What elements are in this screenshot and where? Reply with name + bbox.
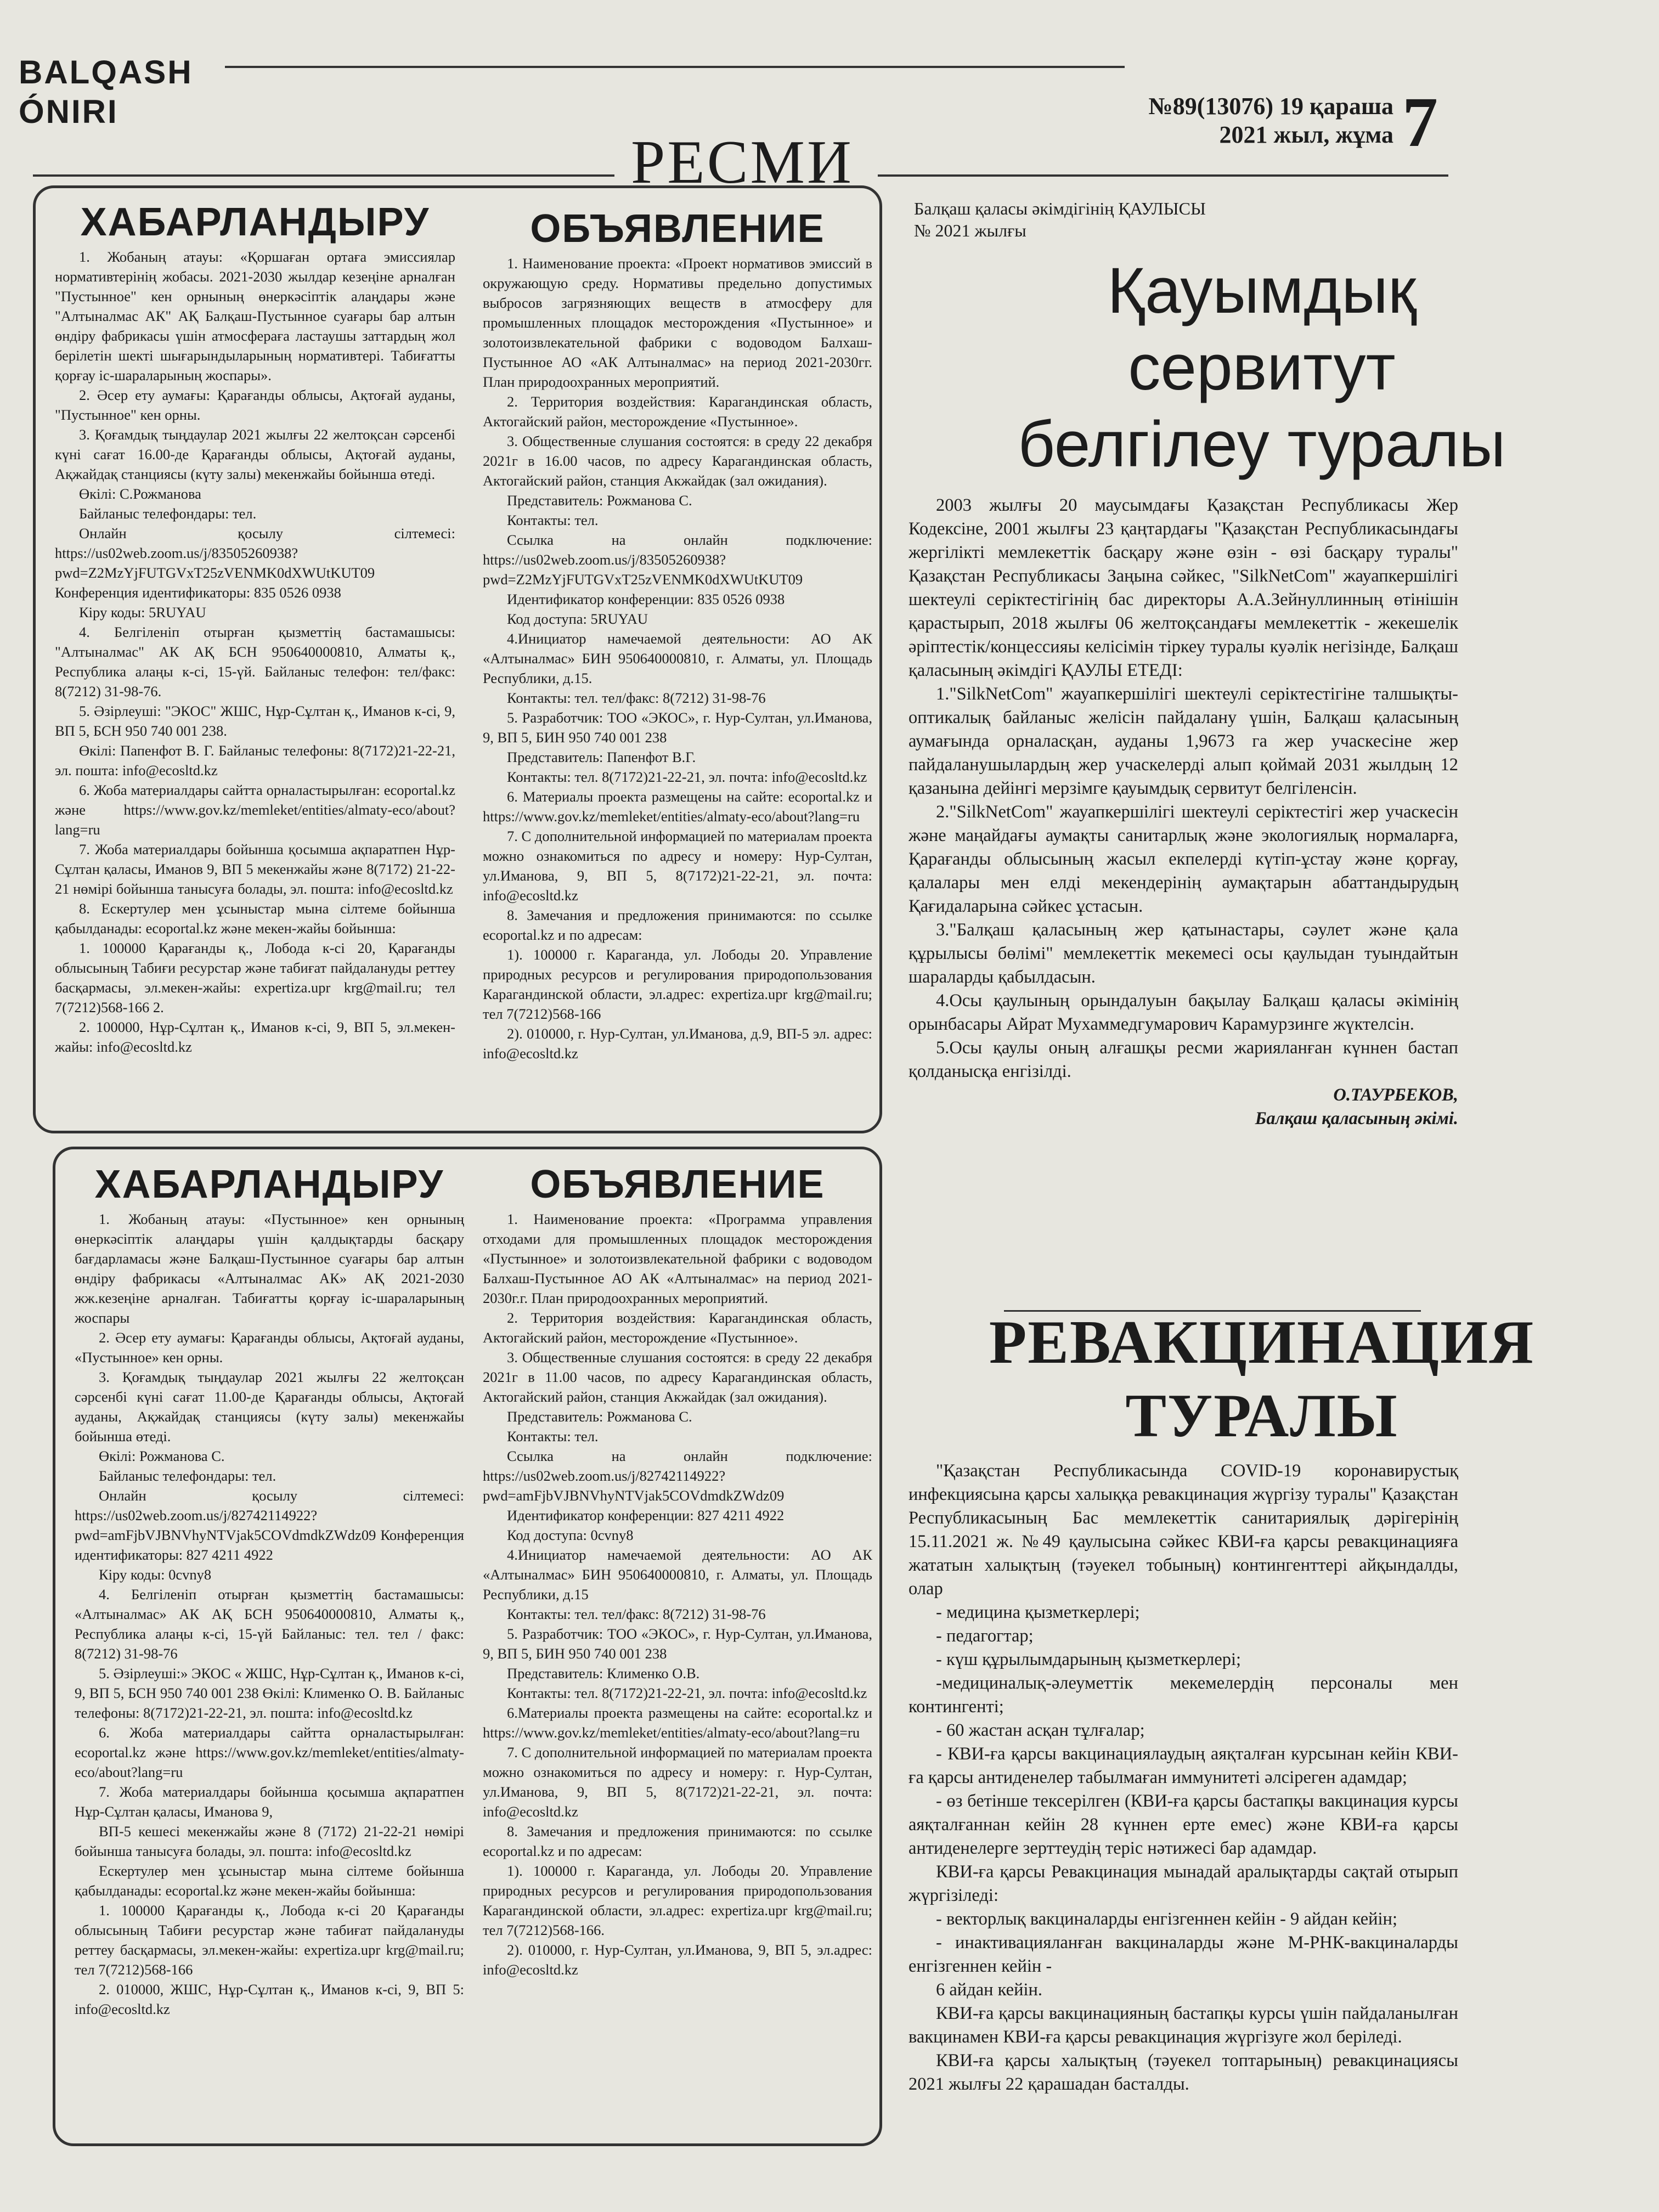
paragraph: 1. 100000 Қарағанды қ., Лобода к-сі 20 Қарағанды облысының Табиғи ресурстар және табиғат пайдалануды реттеу басқармасы, эл.мекен-жайы: expertiza.upr krg@mail.ru; тел 7(7212)568-166 — [75, 1902, 464, 1978]
paragraph: 1. Жобаның атауы: «Қоршаған ортаға эмиссиялар нормативтерінің жобасы. 2021-2030 жылдар кезеңіне арналған "Пустынное" кен орнының өнеркәсіптік алаңдары және "Алтыналмас АК" АҚ Балқаш-Пустынное суағары бар алтын өндіру фабрикасы үшін атмосфераға ластаушы заттардың жол берілетін шекті шығарындыларының нормативтері. Табиғатты қорғау іс-шараларының жоспары». — [55, 249, 455, 383]
revaccination-paragraphs — [909, 1459, 1458, 2096]
paragraph: КВИ-ға қарсы вакцинацияның бастапқы курсы үшін пайдаланылған вакцинамен КВИ-ға қарсы ревакцинация жүргізуге жол беріледі. — [909, 2004, 1458, 2047]
page-number: 7 — [1402, 83, 1438, 162]
paragraph: 6.Материалы проекта размещены на сайте: ecoportal.kz и https://www.gov.kz/memleket/entities/almaty-eco/about?lang=ru — [483, 1705, 872, 1741]
paragraph: 7. С дополнительной информацией по материалам проекта можно ознакомиться по адресу и номеру: г. Нур-Султан, ул.Иманова, 9, ВП 5, 8(7172)21-22-21, эл. почта: info@ecosltd.kz — [483, 1744, 872, 1820]
paragraph: 6. Материалы проекта размещены на сайте: ecoportal.kz и https://www.gov.kz/memleket/entities/almaty-eco/about?lang=ru — [483, 788, 872, 825]
masthead-logo — [19, 53, 193, 132]
paragraph: 7. С дополнительной информацией по материалам проекта можно ознакомиться по адресу и номеру: Нур-Султан, ул.Иманова, 9, ВП 5, 8(7172)21-22-21, эл. почта: info@ecosltd.kz — [483, 828, 872, 904]
paragraph: 2. Территория воздействия: Карагандинская область, Актогайский район, месторождение «Пустынное». — [483, 393, 872, 430]
paragraph: - инактивацияланған вакциналарды және М-РНК-вакциналарды енгізгеннен кейін - — [909, 1933, 1458, 1976]
paragraph: КВИ-ға қарсы Ревакцинация мынадай аралықтарды сақтай отырып жүргізіледі: — [909, 1862, 1458, 1905]
paragraph: 5. Разработчик: ТОО «ЭКОС», г. Нур-Султан, ул.Иманова, 9, ВП 5, БИН 950 740 001 238 — [483, 1626, 872, 1662]
paragraph: Представитель: Рожманова С. — [507, 492, 692, 509]
paragraph: 1. Жобаның атауы: «Пустынное» кен орнының өнеркәсіптік алаңдары үшін қалдықтарды басқару бағдарламасы және Балқаш-Пустынное суағары бар алтын өндіру фабрикасы «Алтыналмас АК» АҚ 2021-2030 жж.кезеңіне арналған. Табиғатты қорғау іс-шараларының жоспары — [75, 1211, 464, 1326]
decree-signature-title: Балқаш қаласының әкімі. — [1255, 1109, 1458, 1128]
decree-title-line3: белгілеу туралы — [1018, 408, 1506, 481]
paragraph: 8. Замечания и предложения принимаются: по ссылке ecoportal.kz и по адресам: — [483, 907, 872, 943]
revaccination-title-line2: ТУРАЛЫ — [1125, 1382, 1398, 1450]
paragraph: 3. Қоғамдық тыңдаулар 2021 жылғы 22 желтоқсан сәрсенбі күні сағат 11.00-де Қарағанды облысы, Ақтоғай ауданы, Ақжайдақ станциясы (күту залы) мекенжайы бойынша өтеді. — [75, 1369, 464, 1444]
decree-header-line2: № 2021 жылғы — [914, 221, 1026, 240]
paragraph: Кіру коды: 5RUYAU — [79, 604, 206, 620]
paragraph: Өкілі: С.Рожманова — [79, 486, 201, 502]
paragraph: 3. Общественные слушания состоятся: в среду 22 декабря 2021г в 16.00 часов, по адресу Карагандинская область, Актогайский район, станция Акжайдак (зал ожидания). — [483, 433, 872, 489]
paragraph: 1. 100000 Қарағанды қ., Лобода к-сі 20, Қарағанды облысының Табиғи ресурстар және табиғат пайдалануды реттеу басқармасы, эл.мекен-жайы: expertiza.upr krg@mail.ru; тел 7(7212)568-166 2. — [55, 940, 455, 1015]
paragraph: 4. Белгіленіп отырған қызметтің бастамашысы: «Алтыналмас» АК АҚ БСН 950640000810, Алматы қ., Республика алаңы к-сі, 15-үй Байланыс: тел. тел / факс: 8(7212) 31-98-76 — [75, 1586, 464, 1662]
box1-russian-title: ОБЪЯВЛЕНИЕ — [530, 207, 825, 251]
paragraph: 1). 100000 г. Караганда, ул. Лободы 20. Управление природных ресурсов и регулирования природопользования Карагандинской области, эл.адрес: expertiza.upr krg@mail.ru; тел 7(7212)568-166. — [483, 1863, 872, 1938]
decree-signature-name: О.ТАУРБЕКОВ, — [1333, 1085, 1458, 1105]
section-rule-left — [33, 174, 614, 177]
paragraph: 2."SilkNetCom" жауапкершілігі шектеулі серіктестігі жер учаскесін және маңайдағы аумақты санитарлық және экологиялық нормаларға, Қарағанды облысының жасыл екпелерді күтіп-ұстау және қорғау, қалалары мен елді мекендерінің аумақтарын абаттандырудың Қағидаларына сәйкес ұстасын. — [909, 802, 1458, 916]
paragraph: 8. Ескертулер мен ұсыныстар мына сілтеме бойынша қабылданады: ecoportal.kz және мекен-жайы бойынша: — [55, 900, 455, 936]
paragraph: Ссылка на онлайн подключение: https://us02web.zoom.us/j/82742114922?pwd=amFjbVJBNVhyNTVjak5COVdmdkZWdz09 — [483, 1448, 872, 1504]
paragraph: 2). 010000, г. Нур-Султан, ул.Иманова, 9, ВП 5, эл.адрес: info@ecosltd.kz — [483, 1942, 872, 1978]
decree-header-line1: Балқаш қаласы әкімдігінің ҚАУЛЫСЫ — [914, 199, 1206, 218]
box2-russian-title: ОБЪЯВЛЕНИЕ — [530, 1163, 825, 1206]
box1-kazakh-column — [55, 198, 455, 1057]
paragraph: Өкілі: Рожманова С. — [99, 1448, 225, 1464]
paragraph: Ескертулер мен ұсыныстар мына сілтеме бойынша қабылданады: ecoportal.kz және мекен-жайы бойынша: — [75, 1863, 464, 1899]
revaccination-body — [909, 1459, 1458, 2096]
paragraph: Идентификатор конференции: 835 0526 0938 — [507, 591, 785, 607]
box2-russian-column — [483, 1160, 872, 1979]
paragraph: 2. 010000, ЖШС, Нұр-Сұлтан қ., Иманов к-сі, 9, ВП 5: info@ecosltd.kz — [75, 1981, 464, 2017]
issue-date: 2021 жыл, жұма — [1219, 121, 1393, 148]
box1-russian-text — [483, 253, 872, 1063]
revaccination-title — [878, 1306, 1646, 1453]
issue-number: №89(13076) 19 қараша — [1148, 93, 1393, 120]
paragraph: Байланыс телефондары: тел. — [99, 1468, 276, 1484]
decree-title-line1: Қауымдық — [1107, 255, 1417, 327]
paragraph: 6. Жоба материалдары сайтта орналастырылған: ecoportal.kz және https://www.gov.kz/memleket/entities/almaty-eco/about?lang=ru — [55, 782, 455, 838]
decree-paragraphs — [909, 494, 1458, 1084]
paragraph: - 60 жастан асқан тұлғалар; — [936, 1720, 1145, 1740]
box2-kazakh-title: ХАБАРЛАНДЫРУ — [94, 1163, 444, 1206]
issue-info — [1149, 92, 1394, 149]
paragraph: - КВИ-ға қарсы вакцинациялаудың аяқталған курсынан кейін КВИ-ға қарсы антиденелер табылмаған иммунитеті әлсіреген адамдар; — [909, 1744, 1458, 1787]
paragraph: Онлайн қосылу сілтемесі: https://us02web.zoom.us/j/82742114922?pwd=amFjbVJBNVhyNTVjak5COVdmdkZWdz09 Конференция идентификаторы: 827 4211 4922 — [75, 1487, 464, 1563]
decree-title — [878, 252, 1646, 483]
paragraph: - күш құрылымдарының қызметкерлері; — [936, 1650, 1242, 1669]
box2-kazakh-text — [75, 1209, 464, 2019]
paragraph: 5. Әзірлеуші:» ЭКОС « ЖШС, Нұр-Сұлтан қ., Иманов к-сі, 9, ВП 5, БСН 950 740 001 238 Өкілі: Клименко О. В. Байланыс телефоны: 8(7172)21-22-21, эл. пошта: info@ecosltd.kz — [75, 1665, 464, 1721]
paragraph: Кіру коды: 0cvny8 — [99, 1566, 212, 1583]
section-rule-right — [878, 174, 1448, 177]
paragraph: 5.Осы қаулы оның алғашқы ресми жарияланған күннен бастап қолданысқа енгізілді. — [909, 1038, 1458, 1081]
paragraph: Контакты: тел. — [507, 1428, 599, 1444]
paragraph: Өкілі: Папенфот В. Г. Байланыс телефоны: 8(7172)21-22-21, эл. пошта: info@ecosltd.kz — [55, 742, 455, 778]
revaccination-title-line1: РЕВАКЦИНАЦИЯ — [989, 1308, 1535, 1376]
box2-kazakh-column — [75, 1160, 464, 2019]
paragraph: - өз бетінше тексерілген (КВИ-ға қарсы бастапқы вакцинация курсы аяқталғаннан кейін 28 күннен ерте емес) және КВИ-ға қарсы антиденелерге зерттеудің теріс нәтижесі бар адамдар. — [909, 1791, 1458, 1858]
paragraph: 2003 жылғы 20 маусымдағы Қазақстан Республикасы Жер Кодексіне, 2001 жылғы 23 қаңтардағы "Қазақстан Республикасындағы жергілікті мемлекеттік басқару және өзін - өзі басқару туралы" Қазақстан Республикасы Заңына сәйкес, "SilkNetCom" жауапкершілігі шектеулі серіктестігінің бас директоры А.А.Зейнуллинның өтінішін қарастырып, 2018 жылғы 06 желтоқсандағы мемлекеттік - жекешелік әріптестік/концессияы келісімін тіркеу туралы куәлік негізінде, Балқаш қаласының әкімдігі ҚАУЛЫ ЕТЕДІ: — [909, 495, 1458, 680]
paragraph: Идентификатор конференции: 827 4211 4922 — [507, 1507, 785, 1523]
paragraph: Представитель: Клименко О.В. — [507, 1665, 700, 1681]
masthead-line2: ÓNIRI — [19, 93, 119, 130]
paragraph: 2. Территория воздействия: Карагандинская область, Актогайский район, месторождение «Пустынное». — [483, 1310, 872, 1346]
paragraph: 6. Жоба материалдары сайтта орналастырылған: ecoportal.kz және https://www.gov.kz/memleket/entities/almaty-eco/about?lang=ru — [75, 1724, 464, 1780]
decree-header — [914, 198, 1206, 241]
box1-russian-column — [483, 204, 872, 1063]
paragraph: Байланыс телефондары: тел. — [79, 505, 257, 522]
paragraph: Контакты: тел. тел/факс: 8(7212) 31-98-76 — [507, 690, 766, 706]
paragraph: Контакты: тел. — [507, 512, 599, 528]
paragraph: Контакты: тел. 8(7172)21-22-21, эл. почта: info@ecosltd.kz — [507, 769, 867, 785]
paragraph: 5. Әзірлеуші: "ЭКОС" ЖШС, Нұр-Сұлтан қ., Иманов к-сі, 9, ВП 5, БСН 950 740 001 238. — [55, 703, 455, 739]
paragraph: 7. Жоба материалдары бойынша қосымша ақпаратпен Нұр-Сұлтан қаласы, Иманов 9, ВП 5 мекенжайы және 8(7172) 21-22-21 нөмірі бойынша танысуға болады, эл. пошта: info@ecosltd.kz — [55, 841, 455, 897]
box1-kazakh-text — [55, 247, 455, 1057]
paragraph: 4.Инициатор намечаемой деятельности: АО АК «Алтыналмас» БИН 950640000810, г. Алматы, ул. Площадь Республики, д.15. — [483, 630, 872, 686]
paragraph: -медициналық-әлеуметтік мекемелердің персоналы мен контингенті; — [909, 1673, 1458, 1717]
paragraph: 6 айдан кейін. — [936, 1980, 1043, 2000]
paragraph: 7. Жоба материалдары бойынша қосымша ақпаратпен Нұр-Сұлтан қаласы, Иманова 9, — [75, 1784, 464, 1820]
paragraph: 5. Разработчик: ТОО «ЭКОС», г. Нур-Султан, ул.Иманова, 9, ВП 5, БИН 950 740 001 238 — [483, 709, 872, 746]
masthead-line1: BALQASH — [19, 54, 193, 91]
paragraph: 1). 100000 г. Караганда, ул. Лободы 20. Управление природных ресурсов и регулирования природопользования Карагандинской области, эл.адрес: expertiza.upr krg@mail.ru; тел 7(7212)568-166 — [483, 946, 872, 1022]
paragraph: Представитель: Рожманова С. — [507, 1408, 692, 1425]
paragraph: 1."SilkNetCom" жауапкершілігі шектеулі серіктестігіне талшықты-оптикалық байланыс желісін пайдалану үшін, Балқаш қаласының аумағында орналасқан, ауданы 1,9673 га жер учаскесіне жер пайдаланушылардың жер учаскелерді алып қоймай 2031 жылдың 12 қазанына дейінгі мерзімге қауымдық сервитут белгіленсін. — [909, 684, 1458, 798]
header-rule — [225, 66, 1125, 68]
paragraph: 4. Белгіленіп отырған қызметтің бастамашысы: "Алтыналмас" АК АҚ БСН 950640000810, Алматы қ., Республика алаңы к-сі, 15-үй. Байланыс телефон: тел/факс: 8(7212) 31-98-76. — [55, 624, 455, 699]
paragraph: Ссылка на онлайн подключение: https://us02web.zoom.us/j/83505260938?pwd=Z2MzYjFUTGVxT25zVENMK0dXWUtKUT09 — [483, 532, 872, 588]
paragraph: 2. Әсер ету аумағы: Қарағанды облысы, Ақтоғай ауданы, «Пустынное» кен орны. — [75, 1329, 464, 1365]
paragraph: 3."Балқаш қаласының жер қатынастары, сәулет және қала құрылысы бөлімі" мемлекеттік мекемесі осы қаулыдан туындайтын шараларды қабылдасын. — [909, 920, 1458, 987]
decree-body — [909, 494, 1458, 1131]
paragraph: КВИ-ға қарсы халықтың (тәуекел топтарының) ревакцинациясы 2021 жылғы 22 қарашадан басталды. — [909, 2051, 1458, 2094]
paragraph: - медицина қызметкерлері; — [936, 1602, 1140, 1622]
paragraph: Представитель: Папенфот В.Г. — [507, 749, 696, 765]
paragraph: - векторлық вакциналарды енгізгеннен кейін - 9 айдан кейін; — [936, 1909, 1397, 1929]
paragraph: 1. Наименование проекта: «Проект нормативов эмиссий в окружающую среду. Нормативы предельно допустимых выбросов загрязняющих веществ в атмосферу для промышленных площадок месторождения «Пустынное» и золотоизвлекательной фабрики с водоводом Балхаш-Пустынное АО «АК Алтыналмас» на период 2021-2030гг. План природоохранных мероприятий. — [483, 255, 872, 390]
box1-kazakh-title: ХАБАРЛАНДЫРУ — [80, 200, 430, 244]
paragraph: 2. Әсер ету аумағы: Қарағанды облысы, Ақтоғай ауданы, "Пустынное" кен орны. — [55, 387, 455, 423]
paragraph: 2). 010000, г. Нур-Султан, ул.Иманова, д.9, ВП-5 эл. адрес: info@ecosltd.kz — [483, 1025, 872, 1062]
paragraph: Контакты: тел. тел/факс: 8(7212) 31-98-76 — [507, 1606, 766, 1622]
paragraph: Код доступа: 5RUYAU — [507, 611, 648, 627]
paragraph: 3. Қоғамдық тыңдаулар 2021 жылғы 22 желтоқсан сәрсенбі күні сағат 16.00-де Қарағанды облысы, Ақтоғай ауданы, Ақжайдақ станциясы (күту залы) мекенжайы бойынша өтеді. — [55, 426, 455, 482]
paragraph: 4.Инициатор намечаемой деятельности: АО АК «Алтыналмас» БИН 950640000810, г. Алматы, ул. Площадь Республики, д.15 — [483, 1547, 872, 1602]
section-title: РЕСМИ — [631, 128, 854, 196]
paragraph: 8. Замечания и предложения принимаются: по ссылке ecoportal.kz и по адресам: — [483, 1823, 872, 1859]
paragraph: - педагогтар; — [936, 1626, 1034, 1646]
paragraph: Онлайн қосылу сілтемесі: https://us02web.zoom.us/j/83505260938?pwd=Z2MzYjFUTGVxT25zVENMK0dXWUtKUT09 Конференция идентификаторы: 835 0526 0938 — [55, 525, 455, 601]
paragraph: Код доступа: 0cvny8 — [507, 1527, 634, 1543]
decree-title-line2: сервитут — [1128, 331, 1396, 404]
paragraph: 2. 100000, Нұр-Сұлтан қ., Иманов к-сі, 9, ВП 5, эл.мекен-жайы: info@ecosltd.kz — [55, 1019, 455, 1055]
paragraph: ВП-5 кешесі мекенжайы және 8 (7172) 21-22-21 нөмірі бойынша танысуға болады, эл. пошта: info@ecosltd.kz — [75, 1823, 464, 1859]
paragraph: 1. Наименование проекта: «Программа управления отходами для промышленных площадок месторождения «Пустынное» и золотоизвлекательной фабрики с водоводом Балхаш-Пустынное АО АК «Алтыналмас» на период 2021-2030г.г. План природоохранных мероприятий. — [483, 1211, 872, 1306]
paragraph: Контакты: тел. 8(7172)21-22-21, эл. почта: info@ecosltd.kz — [507, 1685, 867, 1701]
paragraph: 4.Осы қаулының орындалуын бақылау Балқаш қаласы әкімінің орынбасары Айрат Мухаммедгумарович Карамурзинге жүктелсін. — [909, 991, 1458, 1034]
paragraph: "Қазақстан Республикасында COVID-19 коронавирустық инфекциясына қарсы халыққа ревакцинация жүргізу туралы" Қазақстан Республикасының Бас мемлекеттік санитариялық дәрігерінің 15.11.2021 ж. №49 қаулысына сәйкес КВИ-ға қарсы ревакцинацияға жататын халықтың (тәуекел тобының) контингенттері айқындалды, олар — [909, 1461, 1458, 1599]
box2-russian-text — [483, 1209, 872, 1979]
paragraph: 3. Общественные слушания состоятся: в среду 22 декабря 2021г в 11.00 часов, по адресу Карагандинская область, Актогайский район, станция Акжайдак (зал ожидания). — [483, 1349, 872, 1405]
